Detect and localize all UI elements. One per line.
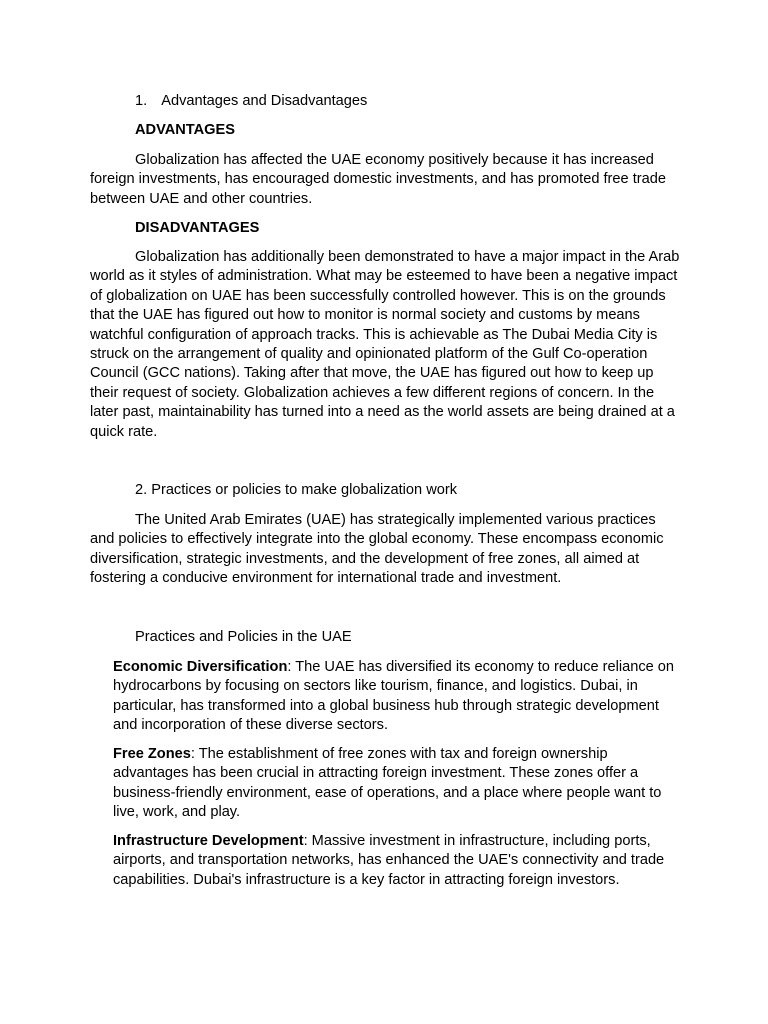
section-1-number: 1.	[135, 93, 148, 109]
advantages-heading: ADVANTAGES	[135, 122, 235, 138]
disadvantages-heading: DISADVANTAGES	[135, 220, 260, 236]
list-item-text: : Massive investment in infrastructure, including ports, airports, and transportation networks, has enhanced the UAE's connectivity and trade capabilities. Dubai's infrastructure is a key factor in attracting foreign investors.	[113, 833, 665, 888]
practices-subheading: Practices and Policies in the UAE	[135, 629, 352, 645]
section-2-heading: 2. Practices or policies to make globalization work	[135, 482, 458, 498]
disadvantages-paragraph: Globalization has additionally been demonstrated to have a major impact in the Arab world as it styles of administration. What may be esteemed to have been a negative impact of globalization on UAE has been successfully controlled however. This is on the grounds that the UAE has figured out how to monitor is normal society and customs by means watchful configuration of approach tracks. This is achievable as The Dubai Media City is struck on the arrangement of quality and opinionated platform of the Gulf Co-operation Council (GCC nations). Taking after that move, the UAE has figured out how to keep up their request of society. Globalization achieves a few different regions of concern. In the later past, maintainability has turned into a need as the world assets are being drained at a quick rate.	[90, 249, 680, 440]
list-item-economic-diversification	[113, 658, 683, 736]
list-item-free-zones	[113, 745, 683, 823]
section-1-title: Advantages and Disadvantages	[161, 93, 368, 109]
list-item-infrastructure-development	[113, 832, 683, 890]
list-item-text: : The UAE has diversified its economy to reduce reliance on hydrocarbons by focusing on sectors like tourism, finance, and logistics. Dubai, in particular, has transformed into a global business hub through strategic development and incorporation of these diverse sectors.	[113, 659, 675, 734]
list-item-term: Infrastructure Development	[113, 833, 304, 849]
list-item-term: Economic Diversification	[113, 659, 288, 675]
section-1-heading	[135, 92, 695, 111]
advantages-paragraph: Globalization has affected the UAE economy positively because it has increased foreign investments, has encouraged domestic investments, and has promoted free trade between UAE and other countries.	[90, 152, 666, 207]
list-item-text: : The establishment of free zones with tax and foreign ownership advantages has been crucial in attracting foreign investment. These zones offer a business-friendly environment, ease of operations, and a place where people want to live, work, and play.	[113, 746, 662, 821]
list-item-term: Free Zones	[113, 746, 191, 762]
section-2-intro-paragraph: The United Arab Emirates (UAE) has strategically implemented various practices and policies to effectively integrate into the global economy. These encompass economic diversification, strategic investments, and the development of free zones, all aimed at fostering a conducive environment for international trade and investment.	[90, 512, 664, 587]
